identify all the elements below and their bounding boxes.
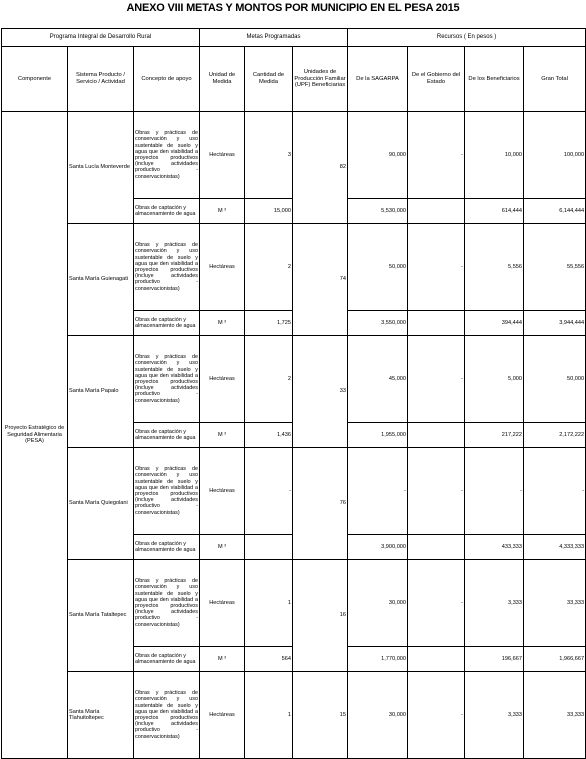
gobierno-cell: - [408, 224, 465, 311]
sagarpa-cell: 1,770,000 [348, 647, 408, 672]
gobierno-cell [408, 311, 465, 336]
gran-total-cell: - [524, 448, 586, 535]
gran-total-cell: 6,144,444 [524, 199, 586, 224]
concept-text: Obras y prácticas de conservación y uso sustentable de suelo y agua que den viabilidad a proyectos productivos (incluye actividades productivo - conservacionistas) [134, 112, 200, 199]
componente-cell: Proyecto Estratégico de Seguridad Alimentaria (PESA) [2, 112, 68, 759]
unit-cell: Hectáreas [200, 560, 245, 647]
gobierno-cell: - [408, 448, 465, 535]
concept-text: Obras de captación y almacenamiento de agua [134, 423, 200, 448]
sagarpa-cell: 30,000 [348, 672, 408, 759]
gobierno-cell [408, 423, 465, 448]
gobierno-cell [408, 535, 465, 560]
upf-cell: 82 [293, 112, 348, 224]
concept-text: Obras y prácticas de conservación y uso sustentable de suelo y agua que den viabilidad a proyectos productivos (incluye actividades productivo - conservacionistas) [134, 448, 200, 535]
gobierno-cell: - [408, 112, 465, 199]
municipio-name: Santa María Papalo [68, 336, 134, 448]
beneficiarios-cell: - [465, 448, 524, 535]
beneficiarios-cell: 3,333 [465, 560, 524, 647]
cantidad-cell: - [245, 448, 293, 535]
sagarpa-cell: 3,550,000 [348, 311, 408, 336]
unit-cell: M ³ [200, 423, 245, 448]
upf-cell: 16 [293, 560, 348, 672]
header-group-row [2, 29, 586, 47]
sagarpa-cell: 50,000 [348, 224, 408, 311]
municipio-name: Santa María Quiegolani [68, 448, 134, 560]
table-row [2, 336, 586, 423]
col-gobierno: De el Gobierno del Estado [408, 47, 465, 112]
concept-text: Obras y prácticas de conservación y uso sustentable de suelo y agua que den viabilidad a proyectos productivos (incluye actividades productivo - conservacionistas) [134, 560, 200, 647]
upf-cell: 76 [293, 448, 348, 560]
unit-cell: Hectáreas [200, 224, 245, 311]
table-row [2, 560, 586, 647]
unit-cell: M ³ [200, 199, 245, 224]
col-gran-total: Gran Total [524, 47, 586, 112]
beneficiarios-cell: 196,667 [465, 647, 524, 672]
cantidad-cell: 1,725 [245, 311, 293, 336]
sagarpa-cell: 30,000 [348, 560, 408, 647]
cantidad-cell: 1,436 [245, 423, 293, 448]
header-column-row [2, 47, 586, 112]
sagarpa-cell: 3,900,000 [348, 535, 408, 560]
col-cantidad: Cantidad de Medida [245, 47, 293, 112]
concept-text: Obras de captación y almacenamiento de agua [134, 647, 200, 672]
cantidad-cell: 564 [245, 647, 293, 672]
beneficiarios-cell: 10,000 [465, 112, 524, 199]
metas-table [1, 28, 586, 759]
header-recursos: Recursos ( En pesos ) [348, 29, 586, 47]
table-row [2, 672, 586, 759]
concept-text: Obras de captación y almacenamiento de agua [134, 311, 200, 336]
concept-text: Obras y prácticas de conservación y uso sustentable de suelo y agua que den viabilidad a proyectos productivos (incluye actividades productivo - conservacionistas) [134, 224, 200, 311]
upf-cell: 33 [293, 336, 348, 448]
gran-total-cell: 33,333 [524, 560, 586, 647]
col-sagarpa: De la SAGARPA [348, 47, 408, 112]
concept-text: Obras de captación y almacenamiento de agua [134, 199, 200, 224]
beneficiarios-cell: 217,222 [465, 423, 524, 448]
unit-cell: M ³ [200, 647, 245, 672]
gobierno-cell: - [408, 672, 465, 759]
cantidad-cell: 1 [245, 560, 293, 647]
gran-total-cell: 55,556 [524, 224, 586, 311]
col-sistema: Sistema Producto / Servicio / Actividad [68, 47, 134, 112]
document-title: ANEXO VIII METAS Y MONTOS POR MUNICIPIO EN EL PESA 2015 [126, 2, 460, 14]
upf-cell: 74 [293, 224, 348, 336]
table-row [2, 448, 586, 535]
gran-total-cell: 100,000 [524, 112, 586, 199]
sagarpa-cell: 45,000 [348, 336, 408, 423]
gran-total-cell: 2,172,222 [524, 423, 586, 448]
municipio-name: Santa María Tlahuitoltepec [68, 672, 134, 759]
sagarpa-cell: - [348, 448, 408, 535]
concept-text: Obras y prácticas de conservación y uso sustentable de suelo y agua que den viabilidad a proyectos productivos (incluye actividades productivo - conservacionistas) [134, 336, 200, 423]
sagarpa-cell: 90,000 [348, 112, 408, 199]
col-componente: Componente [2, 47, 68, 112]
col-unidad: Unidad de Medida [200, 47, 245, 112]
beneficiarios-cell: 3,333 [465, 672, 524, 759]
cantidad-cell: 2 [245, 224, 293, 311]
gobierno-cell [408, 647, 465, 672]
cantidad-cell [245, 535, 293, 560]
unit-cell: Hectáreas [200, 112, 245, 199]
sagarpa-cell: 1,955,000 [348, 423, 408, 448]
unit-cell: M ³ [200, 311, 245, 336]
beneficiarios-cell: 614,444 [465, 199, 524, 224]
beneficiarios-cell: 5,000 [465, 336, 524, 423]
cantidad-cell: 15,000 [245, 199, 293, 224]
gobierno-cell [408, 199, 465, 224]
table-row [2, 224, 586, 311]
cantidad-cell: 1 [245, 672, 293, 759]
gran-total-cell: 3,944,444 [524, 311, 586, 336]
concept-text: Obras y prácticas de conservación y uso sustentable de suelo y agua que den viabilidad a proyectos productivos (incluye actividades productivo - conservacionistas) [134, 672, 200, 759]
unit-cell: Hectáreas [200, 672, 245, 759]
col-unidades-prod: Unidades de Producción Familiar (UPF) Beneficiarias [293, 47, 348, 112]
municipio-name: Santa María Tataltepec [68, 560, 134, 672]
unit-cell: Hectáreas [200, 336, 245, 423]
col-concepto: Concepto de apoyo [134, 47, 200, 112]
header-programa: Programa Integral de Desarrollo Rural [2, 29, 200, 47]
upf-cell: 15 [293, 672, 348, 759]
gran-total-cell: 4,333,333 [524, 535, 586, 560]
gobierno-cell: - [408, 336, 465, 423]
sagarpa-cell: 5,530,000 [348, 199, 408, 224]
table-row [2, 112, 586, 199]
header-metas: Metas Programadas [200, 29, 348, 47]
beneficiarios-cell: 433,333 [465, 535, 524, 560]
gran-total-cell: 33,333 [524, 672, 586, 759]
cantidad-cell: 3 [245, 112, 293, 199]
municipio-name: Santa Lucía Monteverde [68, 112, 134, 224]
gobierno-cell: - [408, 560, 465, 647]
municipio-name: Santa María Guienagati [68, 224, 134, 336]
col-beneficiarios: De los Beneficiarios [465, 47, 524, 112]
beneficiarios-cell: 5,556 [465, 224, 524, 311]
unit-cell: M ³ [200, 535, 245, 560]
beneficiarios-cell: 394,444 [465, 311, 524, 336]
gran-total-cell: 50,000 [524, 336, 586, 423]
cantidad-cell: 2 [245, 336, 293, 423]
concept-text: Obras de captación y almacenamiento de agua [134, 535, 200, 560]
unit-cell: Hectáreas [200, 448, 245, 535]
gran-total-cell: 1,966,667 [524, 647, 586, 672]
